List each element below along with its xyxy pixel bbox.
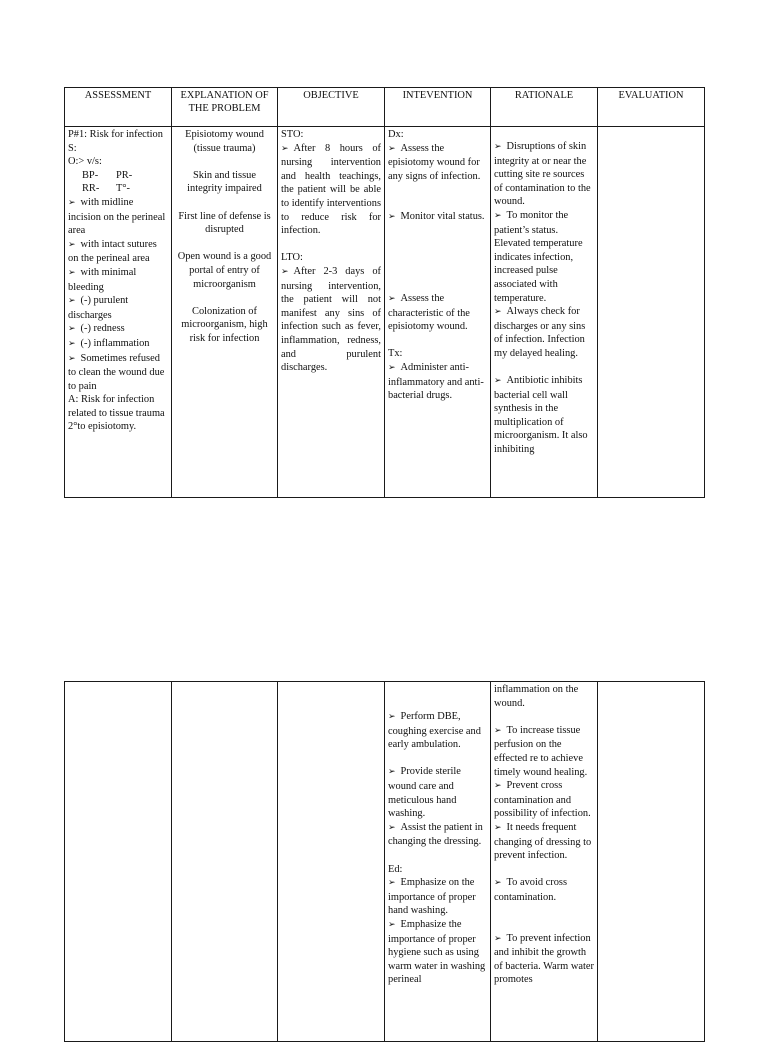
intervention-ed-2: ➢ Emphasize the importance of proper hygiene such as using warm water in washing perineal (388, 918, 487, 987)
intervention-dx-2: ➢ Monitor vital status. (388, 210, 487, 225)
intervention-tx-2: ➢ Perform DBE, coughing exercise and early ambulation. (388, 710, 487, 752)
intervention-cell-cont (385, 682, 491, 1042)
header-objective: OBJECTIVE (278, 88, 385, 127)
rationale-cell-cont (491, 682, 598, 1042)
rationale-4: ➢ Antibiotic inhibits bacterial cell wall synthesis in the multiplication of microorganism. It also inhibiting (494, 374, 594, 457)
assessment-objective: O:> v/s: (68, 156, 102, 168)
body-row (65, 127, 705, 498)
header-assessment: ASSESSMENT (65, 88, 172, 127)
header-explanation: EXPLANATION OF THE PROBLEM (172, 88, 278, 127)
rationale-5: ➢ To increase tissue perfusion on the effected re to achieve timely wound healing. (494, 724, 594, 779)
rationale-1: ➢ Disruptions of skin integrity at or near the cutting site re sources of contamination to the wound. (494, 140, 594, 209)
rationale-cell (491, 127, 598, 498)
explanation-p5: Colonization of microorganism, high risk for infection (181, 305, 268, 344)
assessment-bullet: ➢ (-) purulent discharges (68, 294, 168, 322)
assessment-cell-cont (65, 682, 172, 1042)
care-plan-table-page-2 (64, 681, 705, 1042)
vs-temp: T°- (116, 183, 130, 195)
evaluation-cell-cont (598, 682, 705, 1042)
vital-signs-row-2 (68, 182, 168, 196)
lto-label: LTO: (281, 252, 303, 264)
intervention-tx-1: ➢ Administer anti-inflammatory and anti-bacterial drugs. (388, 361, 487, 403)
explanation-p2: Skin and tissue integrity impaired (187, 169, 262, 195)
rationale-7: ➢ It needs frequent changing of dressing to prevent infection. (494, 821, 594, 863)
rationale-6: ➢ Prevent cross contamination and possibility of infection. (494, 779, 594, 821)
assessment-bullet: ➢ (-) redness (68, 322, 168, 337)
objective-cell (278, 127, 385, 498)
header-rationale: RATIONALE (491, 88, 598, 127)
header-intervention: INTEVENTION (385, 88, 491, 127)
intervention-dx-1: ➢ Assess the episiotomy wound for any signs of infection. (388, 142, 487, 184)
assessment-bullet: ➢ with intact sutures on the perineal area (68, 238, 168, 266)
assessment-bullet: ➢ with midline incision on the perineal area (68, 196, 168, 238)
ed-label: Ed: (388, 863, 403, 875)
intervention-tx-3: ➢ Provide sterile wound care and meticulous hand washing. (388, 765, 487, 820)
sto-text: ➢ After 8 hours of nursing intervention and health teachings, the patient will be able to identify interventions to reduce risk for infection. (281, 142, 381, 238)
explanation-p4: Open wound is a good portal of entry of microorganism (177, 251, 272, 290)
lto-text: ➢ After 2-3 days of nursing intervention, the patient will not manifest any sins of infection such as fever, inflammation, redness, and purulent discharges. (281, 265, 381, 375)
objective-cell-cont (278, 682, 385, 1042)
header-row (65, 88, 705, 127)
assessment-bullet: ➢ with minimal bleeding (68, 266, 168, 294)
intervention-dx-3: ➢ Assess the characteristic of the episiotomy wound. (388, 292, 487, 334)
dx-label: Dx: (388, 129, 404, 140)
explanation-cell-cont (172, 682, 278, 1042)
intervention-cell (385, 127, 491, 498)
explanation-cell (172, 127, 278, 498)
vs-pr: PR- (116, 169, 133, 181)
assessment-problem: P#1: Risk for infection (68, 129, 163, 140)
sto-label: STO: (281, 129, 304, 140)
vs-bp: BP- (82, 169, 99, 181)
vs-rr: RR- (82, 183, 100, 195)
rationale-3: ➢ Always check for discharges or any sins of infection. Infection my delayed healing. (494, 305, 594, 360)
explanation-p1: Episiotomy wound (tissue trauma) (185, 129, 264, 154)
assessment-diagnosis: A: Risk for infection related to tissue trauma 2°to episiotomy. (68, 394, 165, 433)
assessment-bullet: ➢ Sometimes refused to clean the wound due to pain (68, 352, 168, 394)
assessment-bullet: ➢ (-) inflammation (68, 337, 168, 352)
rationale-4-continued: inflammation on the wound. (494, 684, 579, 709)
body-row-continued (65, 682, 705, 1042)
intervention-tx-4: ➢ Assist the patient in changing the dressing. (388, 821, 487, 849)
evaluation-cell (598, 127, 705, 498)
care-plan-table-page-1 (64, 87, 705, 498)
assessment-subjective: S: (68, 142, 77, 154)
rationale-2: ➢ To monitor the patient’s status. Elevated temperature indicates infection, increased pulse associated with temperature. (494, 209, 594, 305)
explanation-p3: First line of defense is disrupted (178, 210, 271, 236)
rationale-8: ➢ To avoid cross contamination. (494, 876, 594, 904)
intervention-ed-1: ➢ Emphasize on the importance of proper hand washing. (388, 876, 487, 918)
rationale-9: ➢ To prevent infection and inhibit the growth of bacteria. Warm water promotes (494, 932, 594, 987)
vital-signs-row-1 (68, 169, 168, 183)
assessment-cell (65, 127, 172, 498)
tx-label: Tx: (388, 348, 403, 360)
header-evaluation: EVALUATION (598, 88, 705, 127)
